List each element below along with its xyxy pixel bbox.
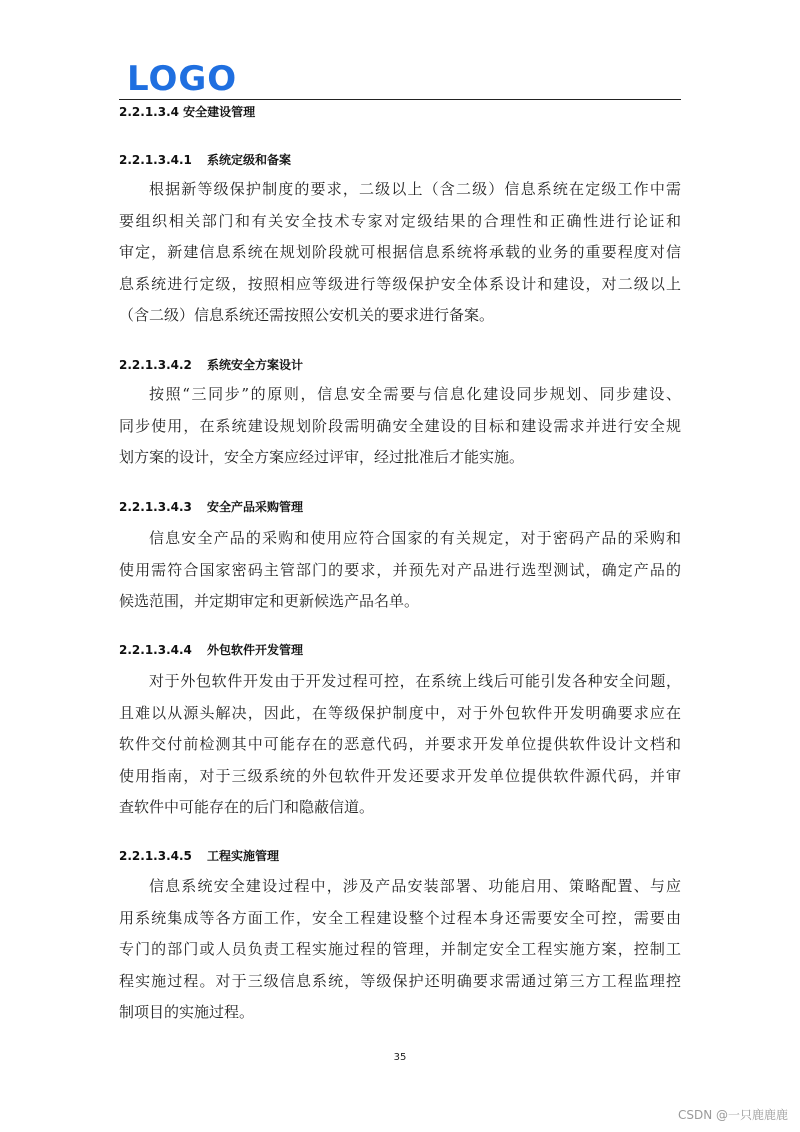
paragraph-line: 且难以从源头解决，因此，在等级保护制度中，对于外包软件开发明确要求应在	[119, 703, 681, 722]
paragraph	[119, 523, 681, 618]
page-number: 35	[393, 1052, 407, 1063]
paragraph	[119, 379, 681, 474]
subsection-heading	[119, 641, 303, 658]
subsection-title: 系统定级和备案	[207, 153, 292, 167]
subsection-heading	[119, 356, 303, 373]
paragraph	[119, 174, 681, 332]
subsection-heading	[119, 151, 291, 168]
paragraph-line: 用系统集成等各方面工作，安全工程建设整个过程本身还需要安全可控，需要由	[119, 908, 681, 927]
paragraph-line: 审定，新建信息系统在规划阶段就可根据信息系统将承载的业务的重要程度对信	[119, 243, 681, 261]
paragraph-line: 制项目的实施过程。	[119, 1003, 255, 1021]
paragraph	[119, 871, 681, 1029]
subsection-title: 工程实施管理	[207, 849, 280, 863]
paragraph-line: 按照“三同步”的原则，信息安全需要与信息化建设同步规划、同步建设、	[149, 385, 681, 403]
subsection-title: 外包软件开发管理	[207, 643, 304, 657]
subsection-number: 2.2.1.3.4.2	[119, 358, 192, 372]
paragraph-line: 使用指南，对于三级系统的外包软件开发还要求开发单位提供软件源代码，并审	[119, 766, 681, 785]
paragraph-line: 程实施过程。对于三级信息系统，等级保护还明确要求需通过第三方工程监理控	[119, 971, 681, 990]
paragraph-line: 息系统进行定级，按照相应等级进行等级保护安全体系设计和建设，对二级以上	[119, 274, 681, 293]
paragraph-line: 候选范围，并定期审定和更新候选产品名单。	[119, 592, 420, 610]
paragraph-line: 使用需符合国家密码主管部门的要求，并预先对产品进行选型测试，确定产品的	[119, 560, 681, 579]
section-title: 2.2.1.3.4 安全建设管理	[119, 105, 256, 119]
subsection-title: 系统安全方案设计	[207, 358, 304, 372]
paragraph-line: （含二级）信息系统还需按照公安机关的要求进行备案。	[119, 306, 495, 324]
paragraph-line: 同步使用，在系统建设规划阶段需明确安全建设的目标和建设需求并进行安全规	[119, 416, 681, 435]
subsection-number: 2.2.1.3.4.1	[119, 153, 192, 167]
subsection-heading	[119, 847, 279, 864]
logo: LOGO	[127, 59, 238, 99]
subsection-number: 2.2.1.3.4.3	[119, 500, 192, 514]
subsection-number: 2.2.1.3.4.5	[119, 849, 192, 863]
paragraph-line: 要组织相关部门和有关安全技术专家对定级结果的合理性和正确性进行论证和	[119, 211, 681, 230]
paragraph-line: 查软件中可能存在的后门和隐蔽信道。	[119, 798, 375, 816]
paragraph-line: 根据新等级保护制度的要求，二级以上（含二级）信息系统在定级工作中需	[149, 180, 681, 198]
paragraph-line: 软件交付前检测其中可能存在的恶意代码，并要求开发单位提供软件设计文档和	[119, 735, 681, 753]
paragraph-line: 对于外包软件开发由于开发过程可控，在系统上线后可能引发各种安全问题，	[149, 672, 681, 690]
watermark: CSDN @一只鹿鹿鹿	[677, 1108, 788, 1122]
paragraph-line: 信息安全产品的采购和使用应符合国家的有关规定，对于密码产品的采购和	[149, 529, 681, 547]
header-divider	[119, 99, 681, 100]
paragraph	[119, 666, 681, 824]
subsection-heading	[119, 498, 303, 515]
paragraph-line: 信息系统安全建设过程中，涉及产品安装部署、功能启用、策略配置、与应	[149, 877, 681, 895]
paragraph-line: 专门的部门或人员负责工程实施过程的管理，并制定安全工程实施方案，控制工	[119, 940, 681, 958]
paragraph-line: 划方案的设计，安全方案应经过评审，经过批准后才能实施。	[119, 448, 525, 466]
subsection-number: 2.2.1.3.4.4	[119, 643, 192, 657]
subsection-title: 安全产品采购管理	[207, 500, 304, 514]
